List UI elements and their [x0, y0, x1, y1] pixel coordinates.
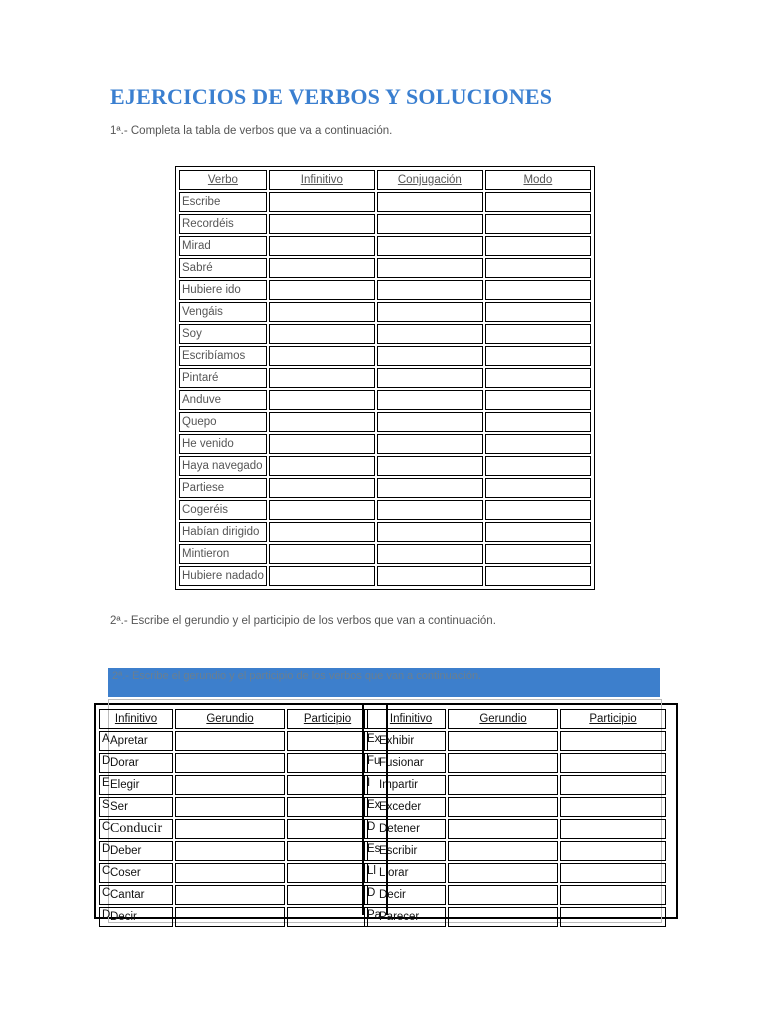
infinitivo-cell[interactable]	[269, 544, 375, 564]
gerundio-cell[interactable]	[448, 819, 558, 839]
gerundio-cell[interactable]	[175, 841, 285, 861]
gerundio-cell[interactable]	[448, 775, 558, 795]
table-row	[179, 544, 591, 564]
modo-cell[interactable]	[485, 280, 591, 300]
participio-cell[interactable]	[287, 863, 368, 883]
verb-word: Fusionar	[379, 757, 424, 769]
infinitivo-cell[interactable]	[269, 258, 375, 278]
infinitivo-cell[interactable]	[269, 434, 375, 454]
conjugacion-cell[interactable]	[377, 500, 483, 520]
gerund-participle-table	[94, 703, 678, 923]
conjugacion-cell[interactable]	[377, 368, 483, 388]
conjugacion-cell[interactable]	[377, 544, 483, 564]
header-infinitivo-right: Infinitivo	[364, 709, 446, 729]
modo-cell[interactable]	[485, 192, 591, 212]
header-participio-left: Participio	[287, 709, 368, 729]
verb-word: Impartir	[379, 779, 418, 791]
table-row	[179, 412, 591, 432]
verb-word: Conducir	[110, 821, 163, 836]
infinitivo-cell[interactable]	[269, 280, 375, 300]
verb-cell: Hubiere ido	[179, 280, 267, 300]
header-verbo: Verbo	[179, 170, 267, 190]
table-row	[179, 566, 591, 586]
table-row	[179, 236, 591, 256]
letter-tag: S	[102, 799, 110, 811]
modo-cell[interactable]	[485, 522, 591, 542]
verb-table	[175, 166, 595, 590]
verb-word: Coser	[110, 867, 141, 879]
participio-cell[interactable]	[560, 863, 666, 883]
participio-cell[interactable]	[560, 819, 666, 839]
conjugacion-cell[interactable]	[377, 280, 483, 300]
modo-cell[interactable]	[485, 390, 591, 410]
modo-cell[interactable]	[485, 346, 591, 366]
verb-cell: Mirad	[179, 236, 267, 256]
table-row	[179, 434, 591, 454]
letter-tag: Es	[367, 843, 381, 855]
letter-tag: C	[102, 887, 111, 899]
conjugacion-cell[interactable]	[377, 566, 483, 586]
table-row	[179, 280, 591, 300]
infinitive-cell	[99, 797, 173, 817]
highlight-banner: 2ª.- Escribe el gerundio y el participio de los verbos que van a continuación.	[108, 668, 660, 697]
participio-cell[interactable]	[560, 731, 666, 751]
verb-word: Exceder	[379, 801, 422, 813]
table-row	[179, 324, 591, 344]
verb-word: Exhibir	[379, 735, 415, 747]
gerundio-cell[interactable]	[448, 797, 558, 817]
infinitive-cell	[99, 731, 173, 751]
modo-cell[interactable]	[485, 544, 591, 564]
gerundio-cell[interactable]	[448, 907, 558, 927]
gerundio-cell[interactable]	[175, 907, 285, 927]
table-row	[364, 907, 666, 927]
gerundio-cell[interactable]	[448, 753, 558, 773]
letter-tag: Ex	[367, 733, 381, 745]
modo-cell[interactable]	[485, 500, 591, 520]
instruction-1: 1ª.- Completa la tabla de verbos que va a continuación.	[110, 125, 393, 137]
table-row	[99, 775, 368, 795]
conjugacion-cell[interactable]	[377, 192, 483, 212]
letter-tag: A	[102, 733, 110, 745]
modo-cell[interactable]	[485, 324, 591, 344]
letter-tag: D	[102, 909, 111, 921]
verb-cell: Vengáis	[179, 302, 267, 322]
gerundio-cell[interactable]	[175, 731, 285, 751]
participio-cell[interactable]	[287, 797, 368, 817]
gerundio-cell[interactable]	[448, 731, 558, 751]
letter-tag: E	[102, 777, 110, 789]
conjugacion-cell[interactable]	[377, 456, 483, 476]
verb-word: Elegir	[110, 779, 140, 791]
table-row	[364, 753, 666, 773]
conjugacion-cell[interactable]	[377, 324, 483, 344]
infinitive-cell	[99, 819, 173, 839]
verb-word: Escribir	[379, 845, 418, 857]
infinitive-cell	[99, 753, 173, 773]
verb-cell: Escribe	[179, 192, 267, 212]
header-gerundio-right: Gerundio	[448, 709, 558, 729]
verb-word: Llorar	[379, 867, 409, 879]
table-row	[99, 907, 368, 927]
table-row	[99, 819, 368, 839]
verb-cell: Pintaré	[179, 368, 267, 388]
verb-word: Decir	[110, 911, 137, 923]
header-modo: Modo	[485, 170, 591, 190]
conjugacion-cell[interactable]	[377, 346, 483, 366]
table-row	[364, 841, 666, 861]
participio-cell[interactable]	[287, 885, 368, 905]
infinitive-cell	[99, 863, 173, 883]
infinitivo-cell[interactable]	[269, 456, 375, 476]
letter-tag: C	[102, 821, 111, 833]
gerundio-cell[interactable]	[175, 775, 285, 795]
table-row	[179, 478, 591, 498]
modo-cell[interactable]	[485, 258, 591, 278]
table-row	[99, 841, 368, 861]
conjugacion-cell[interactable]	[377, 412, 483, 432]
table-row	[99, 863, 368, 883]
infinitivo-cell[interactable]	[269, 478, 375, 498]
table-row	[179, 500, 591, 520]
modo-cell[interactable]	[485, 456, 591, 476]
conjugacion-cell[interactable]	[377, 236, 483, 256]
verb-word: Ser	[110, 801, 128, 813]
table-row	[179, 302, 591, 322]
conjugacion-cell[interactable]	[377, 214, 483, 234]
modo-cell[interactable]	[485, 478, 591, 498]
letter-tag: D	[102, 755, 111, 767]
letter-tag: C	[102, 865, 111, 877]
table-right-half	[362, 707, 668, 929]
modo-cell[interactable]	[485, 368, 591, 388]
infinitive-cell	[99, 775, 173, 795]
letter-tag: Ll	[367, 865, 376, 877]
infinitivo-cell[interactable]	[269, 522, 375, 542]
participio-cell[interactable]	[287, 819, 368, 839]
verb-cell: Cogeréis	[179, 500, 267, 520]
letter-tag: D	[102, 843, 111, 855]
infinitivo-cell[interactable]	[269, 412, 375, 432]
letter-tag: Fu	[367, 755, 381, 767]
table-row	[179, 522, 591, 542]
verb-cell: Sabré	[179, 258, 267, 278]
verb-word: Apretar	[110, 735, 148, 747]
table-row	[99, 731, 368, 751]
modo-cell[interactable]	[485, 566, 591, 586]
table-row	[179, 346, 591, 366]
verb-cell: Partiese	[179, 478, 267, 498]
table-row	[364, 863, 666, 883]
verb-word: Dorar	[110, 757, 139, 769]
letter-tag: D	[367, 887, 376, 899]
table-row	[364, 819, 666, 839]
verb-word: Detener	[379, 823, 420, 835]
infinitive-cell	[99, 841, 173, 861]
header-infinitivo: Infinitivo	[269, 170, 375, 190]
participio-cell[interactable]	[560, 775, 666, 795]
participio-cell[interactable]	[560, 797, 666, 817]
infinitivo-cell[interactable]	[269, 500, 375, 520]
gerundio-cell[interactable]	[175, 885, 285, 905]
gerundio-cell[interactable]	[175, 753, 285, 773]
table-row	[99, 797, 368, 817]
table-row	[99, 885, 368, 905]
participio-cell[interactable]	[560, 841, 666, 861]
verb-word: Deber	[110, 845, 142, 857]
verb-cell: Anduve	[179, 390, 267, 410]
infinitivo-cell[interactable]	[269, 346, 375, 366]
infinitivo-cell[interactable]	[269, 390, 375, 410]
infinitivo-cell[interactable]	[269, 236, 375, 256]
participio-cell[interactable]	[560, 753, 666, 773]
table-row	[179, 192, 591, 212]
table-row	[364, 775, 666, 795]
letter-tag: Pa	[367, 909, 382, 921]
verb-cell: Recordéis	[179, 214, 267, 234]
infinitivo-cell[interactable]	[269, 324, 375, 344]
participio-cell[interactable]	[560, 885, 666, 905]
verb-word: Parecer	[379, 911, 420, 923]
header-conjugacion: Conjugación	[377, 170, 483, 190]
gerundio-cell[interactable]	[175, 863, 285, 883]
participio-cell[interactable]	[287, 775, 371, 795]
table-row	[364, 731, 666, 751]
gerundio-cell[interactable]	[175, 819, 285, 839]
page-title: EJERCICIOS DE VERBOS Y SOLUCIONES	[110, 84, 553, 109]
conjugacion-cell[interactable]	[377, 434, 483, 454]
table-row	[364, 885, 666, 905]
conjugacion-cell[interactable]	[377, 258, 483, 278]
verb-cell: Quepo	[179, 412, 267, 432]
infinitive-cell	[99, 885, 173, 905]
table-row	[179, 390, 591, 410]
gerundio-cell[interactable]	[175, 797, 285, 817]
verb-cell: He venido	[179, 434, 267, 454]
letter-tag: Ex	[367, 799, 381, 811]
verb-word: Decir	[379, 889, 406, 901]
verb-cell: Soy	[179, 324, 267, 344]
table-row	[179, 258, 591, 278]
modo-cell[interactable]	[485, 412, 591, 432]
modo-cell[interactable]	[485, 214, 591, 234]
modo-cell[interactable]	[485, 302, 591, 322]
modo-cell[interactable]	[485, 236, 591, 256]
gerundio-cell[interactable]	[448, 863, 558, 883]
infinitivo-cell[interactable]	[269, 566, 375, 586]
gerundio-cell[interactable]	[448, 841, 558, 861]
conjugacion-cell[interactable]	[377, 302, 483, 322]
table-row	[99, 753, 368, 773]
verb-cell: Haya navegado	[179, 456, 267, 476]
instruction-2: 2ª.- Escribe el gerundio y el participio de los verbos que van a continuación.	[110, 615, 496, 627]
infinitivo-cell[interactable]	[269, 214, 375, 234]
letter-tag: I	[367, 777, 371, 789]
verb-cell: Mintieron	[179, 544, 267, 564]
verb-cell: Hubiere nadado	[179, 566, 267, 586]
infinitive-cell	[99, 907, 173, 927]
infinitivo-cell[interactable]	[269, 368, 375, 388]
participio-cell[interactable]	[560, 907, 666, 927]
conjugacion-cell[interactable]	[377, 390, 483, 410]
infinitivo-cell[interactable]	[269, 302, 375, 322]
infinitivo-cell[interactable]	[269, 192, 375, 212]
letter-tag: D	[367, 821, 376, 833]
conjugacion-cell[interactable]	[377, 522, 483, 542]
participio-cell[interactable]	[287, 731, 368, 751]
table-row	[179, 214, 591, 234]
table-left-half	[97, 707, 370, 929]
column-divider	[362, 703, 388, 915]
verb-table-header	[179, 170, 591, 190]
verb-cell: Escribíamos	[179, 346, 267, 366]
header-gerundio-left: Gerundio	[175, 709, 285, 729]
header-infinitivo-left: Infinitivo	[99, 709, 173, 729]
modo-cell[interactable]	[485, 434, 591, 454]
verb-cell: Habían dirigido	[179, 522, 267, 542]
conjugacion-cell[interactable]	[377, 478, 483, 498]
header-participio-right: Participio	[560, 709, 666, 729]
participio-cell[interactable]	[287, 841, 368, 861]
table-row	[179, 456, 591, 476]
participio-cell[interactable]	[287, 753, 368, 773]
table-row	[179, 368, 591, 388]
table-row	[364, 797, 666, 817]
gerundio-cell[interactable]	[448, 885, 558, 905]
participio-cell[interactable]	[287, 907, 368, 927]
verb-word: Cantar	[110, 889, 145, 901]
